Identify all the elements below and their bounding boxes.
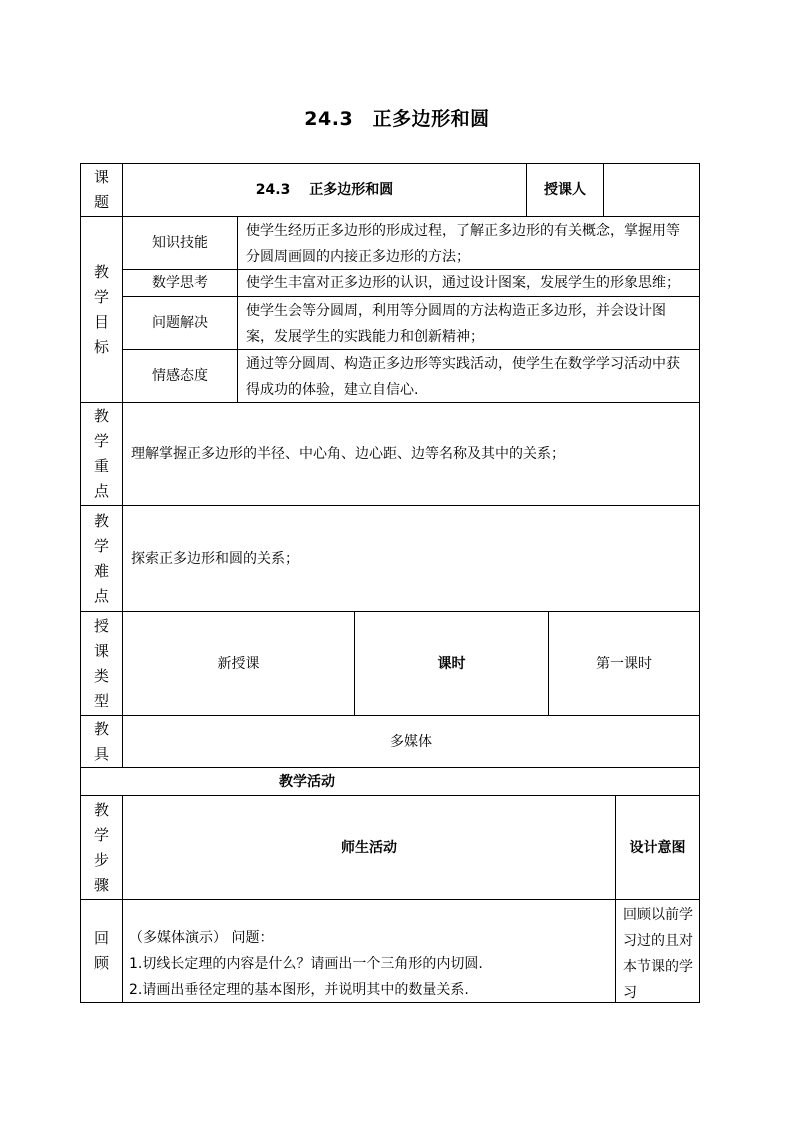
- objective-name: 数学思考: [122, 269, 238, 297]
- label-char: 回: [93, 929, 109, 947]
- label-char: 类: [93, 666, 109, 685]
- period-value: 第一课时: [548, 611, 700, 716]
- objective-text: 使学生经历正多边形的形成过程，了解正多边形的有关概念，掌握用等分圆周画圆的内接正多边形的方法；: [237, 216, 700, 270]
- label-char: 教: [93, 719, 109, 738]
- label-char: 具: [93, 744, 109, 763]
- label-key-points: [80, 402, 123, 506]
- label-difficulties: [80, 505, 123, 612]
- label-review: [80, 899, 123, 1003]
- label-char: 步: [93, 850, 109, 869]
- objective-name: 知识技能: [122, 216, 238, 270]
- difficulties-text: 探索正多边形和圆的关系；: [122, 505, 700, 612]
- activities-heading: 教学活动: [80, 767, 700, 796]
- teacher-label: 授课人: [526, 163, 604, 217]
- objective-text: 使学生会等分圆周，利用等分圆周的方法构造正多边形，并会设计图案，发展学生的实践能力和创新精神；: [237, 296, 700, 350]
- label-char: 课: [93, 168, 109, 186]
- lesson-title-cell: 24.3 正多边形和圆: [122, 163, 527, 217]
- objective-text: 通过等分圆周、构造正多边形等实践活动，使学生在数学学习活动中获得成功的体验，建立自信心.: [237, 349, 700, 403]
- label-char: 骤: [93, 875, 109, 894]
- label-char: 标: [93, 337, 109, 356]
- label-char: 学: [93, 432, 109, 450]
- key-points-text: 理解掌握正多边形的半径、中心角、边心距、边等名称及其中的关系；: [122, 402, 700, 506]
- label-char: 点: [93, 586, 109, 605]
- label-objectives: [80, 216, 123, 403]
- label-char: 学: [93, 825, 109, 844]
- label-char: 课: [93, 641, 109, 660]
- label-char: 教: [93, 262, 109, 281]
- teacher-student-heading: 师生活动: [122, 795, 616, 900]
- objective-text: 使学生丰富对正多边形的认识，通过设计图案，发展学生的形象思维；: [237, 269, 700, 297]
- review-line: 2.请画出垂径定理的基本图形，并说明其中的数量关系.: [129, 982, 469, 998]
- label-subject: [80, 163, 123, 217]
- label-char: 教: [93, 511, 109, 530]
- label-char: 题: [93, 193, 109, 211]
- label-char: 点: [93, 482, 109, 500]
- label-char: 教: [93, 800, 109, 819]
- review-content: [122, 899, 616, 1003]
- label-char: 难: [93, 561, 109, 580]
- label-char: 型: [93, 691, 109, 710]
- label-char: 教: [93, 407, 109, 425]
- review-line: 1.切线长定理的内容是什么？请画出一个三角形的内切圆.: [129, 956, 483, 972]
- label-steps: [80, 795, 123, 900]
- review-line: （多媒体演示） 问题：: [129, 930, 274, 946]
- page-title: 24.3 正多边形和圆: [304, 108, 490, 130]
- label-char: 顾: [93, 954, 109, 972]
- label-char: 重: [93, 457, 109, 475]
- label-tools: [80, 715, 123, 768]
- objective-name: 问题解决: [122, 296, 238, 350]
- label-char: 授: [93, 616, 109, 635]
- design-intent-heading: 设计意图: [615, 795, 700, 900]
- tools-value: 多媒体: [122, 715, 700, 768]
- period-label: 课时: [354, 611, 549, 716]
- label-char: 学: [93, 536, 109, 555]
- teacher-value: [603, 163, 700, 217]
- objective-name: 情感态度: [122, 349, 238, 403]
- label-char: 目: [93, 312, 109, 331]
- review-intent: 回顾以前学习过的且对本节课的学习: [615, 899, 700, 1003]
- label-char: 学: [93, 287, 109, 306]
- label-lesson-type: [80, 611, 123, 716]
- lesson-type-value: 新授课: [122, 611, 355, 716]
